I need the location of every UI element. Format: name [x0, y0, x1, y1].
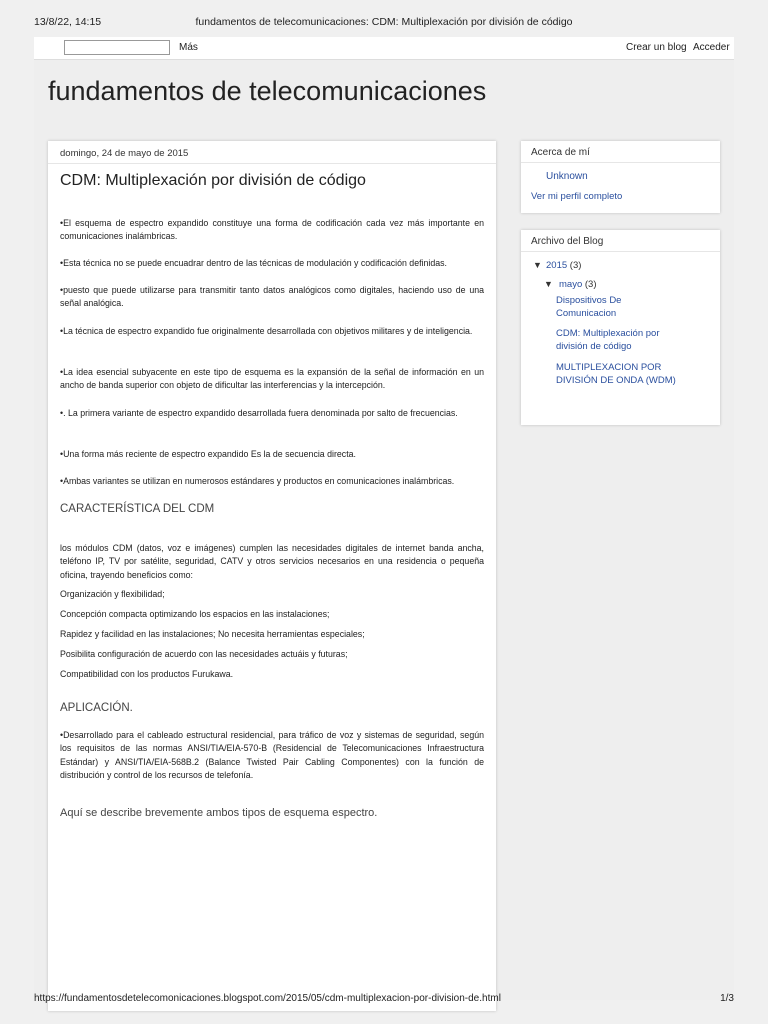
- post-card: [48, 141, 496, 1011]
- post-paragraph: •Esta técnica no se puede encuadrar dentro de las técnicas de modulación y codificación definidas.: [60, 258, 447, 268]
- create-blog-link[interactable]: Crear un blog: [626, 42, 687, 53]
- post-date: domingo, 24 de mayo de 2015: [60, 148, 189, 159]
- post-paragraph: •Una forma más reciente de espectro expandido Es la de secuencia directa.: [60, 449, 356, 459]
- post-paragraph: •La idea esencial subyacente en este tipo de esquema es la expansión de la señal de información en un ancho de banda superior con objeto de dificultar las interferencias y la intercepción.: [60, 367, 484, 391]
- archive-post-link[interactable]: Dispositivos De Comunicacion: [556, 295, 622, 319]
- list-item: Organización y flexibilidad;: [60, 589, 165, 599]
- print-header: [0, 16, 768, 30]
- more-link[interactable]: Más: [179, 42, 198, 53]
- divider: [48, 163, 496, 164]
- section-intro: los módulos CDM (datos, voz e imágenes) cumplen las necesidades digitales de internet banda ancha, teléfono IP, TV por satélite, seguridad, CATV y otros servicios necesarios en una residencia o pequeña oficina, trayendo beneficios como:: [60, 543, 484, 580]
- post-paragraph: •Ambas variantes se utilizan en numerosos estándares y productos en comunicaciones inalámbricas.: [60, 476, 455, 486]
- section-text: •Desarrollado para el cableado estructural residencial, para tráfico de voz y sistemas de seguridad, según los requisitos de las normas ANSI/TIA/EIA-570-B (Residencial de Telecomunicaciones Infraestructura Estándar) y ANSI/TIA/EIA-568B.2 (Balance Twisted Pair Cabling Componentes) con la función de distribución y control de los recursos de telefonía.: [60, 730, 484, 781]
- list-item: Concepción compacta optimizando los espacios en las instalaciones;: [60, 609, 330, 619]
- blog-title[interactable]: fundamentos de telecomunicaciones: [48, 76, 487, 106]
- archive-widget: [521, 230, 720, 425]
- post-paragraph: •La técnica de espectro expandido fue originalmente desarrollada con objetivos militares y de inteligencia.: [60, 326, 473, 336]
- archive-year-link[interactable]: 2015 (3): [546, 260, 582, 271]
- year-toggle-icon[interactable]: ▼: [533, 260, 542, 270]
- navbar-search-input[interactable]: [64, 40, 170, 55]
- list-item: Compatibilidad con los productos Furukawa.: [60, 669, 234, 679]
- list-item: Posibilita configuración de acuerdo con las necesidades actuáis y futuras;: [60, 649, 348, 659]
- profile-name-link[interactable]: Unknown: [546, 171, 588, 182]
- print-page-title: fundamentos de telecomunicaciones: CDM: Multiplexación por división de código: [195, 16, 573, 28]
- post-title: CDM: Multiplexación por división de código: [60, 172, 366, 189]
- divider: [521, 162, 720, 163]
- post-paragraph: •. La primera variante de espectro expandido desarrollada fuera denominada por salto de frecuencias.: [60, 408, 458, 418]
- month-toggle-icon[interactable]: ▼: [544, 279, 553, 289]
- section-heading: APLICACIÓN.: [60, 702, 133, 714]
- view-profile-link[interactable]: Ver mi perfil completo: [531, 191, 623, 202]
- about-widget: [521, 141, 720, 213]
- sign-in-link[interactable]: Acceder: [693, 42, 730, 53]
- archive-post-link[interactable]: MULTIPLEXACION POR DIVISIÓN DE ONDA (WDM): [556, 362, 676, 386]
- post-paragraph: •puesto que puede utilizarse para transmitir tanto datos analógicos como digitales, haciendo uso de una señal analógica.: [60, 285, 484, 309]
- archive-post-link[interactable]: CDM: Multiplexación por división de código: [556, 328, 660, 352]
- widget-title: Acerca de mí: [531, 147, 590, 158]
- divider: [521, 251, 720, 252]
- archive-month-link[interactable]: mayo (3): [559, 279, 597, 290]
- closing-line: Aquí se describe brevemente ambos tipos de esquema espectro.: [60, 807, 378, 819]
- post-paragraph: •El esquema de espectro expandido constituye una forma de codificación cada vez más importante en comunicaciones inalámbricas.: [60, 218, 484, 242]
- print-url: https://fundamentosdetelecomonicaciones.blogspot.com/2015/05/cdm-multiplexacion-por-division-de.html: [34, 993, 501, 1004]
- section-heading: CARACTERÍSTICA DEL CDM: [60, 503, 215, 515]
- print-datetime: 13/8/22, 14:15: [34, 16, 102, 28]
- widget-title: Archivo del Blog: [531, 236, 604, 247]
- print-page-count: 1/3: [720, 993, 734, 1004]
- blogger-navbar: [34, 37, 734, 60]
- list-item: Rapidez y facilidad en las instalaciones; No necesita herramientas especiales;: [60, 629, 365, 639]
